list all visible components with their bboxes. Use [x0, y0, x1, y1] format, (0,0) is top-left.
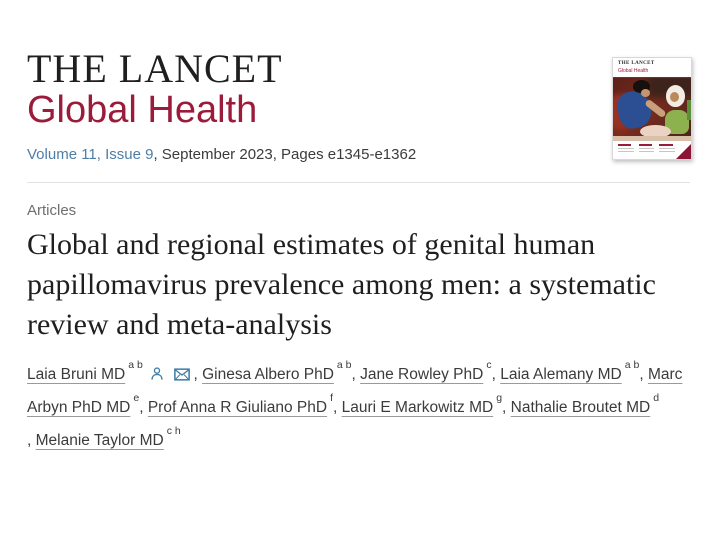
- author-link[interactable]: Melanie Taylor MD: [35, 432, 164, 450]
- cover-header: [613, 58, 691, 75]
- author: [360, 358, 492, 384]
- cover-specialty: Global Health: [618, 67, 649, 74]
- cover-photo-woman-face: [670, 92, 679, 102]
- author: [500, 358, 640, 384]
- journal-masthead: [0, 0, 712, 163]
- author: [147, 392, 333, 417]
- author: [202, 358, 352, 384]
- author-link[interactable]: Laia Alemany MD: [500, 366, 622, 384]
- author-separator: ,: [491, 366, 501, 384]
- cover-footer-column: [639, 144, 655, 159]
- author-separator: ,: [332, 399, 342, 417]
- cover-journal-name: THE LANCET: [618, 61, 655, 66]
- article-header: [0, 183, 712, 455]
- author-separator: ,: [502, 399, 511, 417]
- cover-photo: [613, 78, 691, 141]
- person-icon[interactable]: [150, 366, 164, 381]
- journal-cover-thumbnail[interactable]: [612, 57, 692, 160]
- affiliation-sup: a b: [128, 358, 143, 371]
- affiliation-sup: a b: [336, 358, 352, 371]
- author: [510, 392, 660, 417]
- author-link[interactable]: Marc Arbyn PhD MD: [27, 366, 683, 417]
- author-separator: ,: [639, 366, 648, 384]
- affiliation-sup: g: [496, 392, 503, 405]
- citation-line: [27, 146, 692, 163]
- affiliation-sup: c: [486, 358, 492, 371]
- journal-name[interactable]: THE LANCET: [27, 46, 283, 91]
- author-separator: ,: [193, 366, 203, 384]
- author-separator: ,: [351, 366, 361, 384]
- affiliation-sup: d: [653, 392, 660, 405]
- author-list: [27, 356, 690, 455]
- cover-footer-column: [659, 144, 675, 159]
- article-title: Global and regional estimates of genital human papillomavirus prevalence among men: a systematic review and meta-analysis: [27, 227, 656, 341]
- affiliation-sup: c h: [166, 425, 181, 438]
- section-label: Articles: [27, 201, 77, 219]
- affiliation-sup: f: [330, 392, 333, 405]
- author-link[interactable]: Prof Anna R Giuliano PhD: [147, 399, 328, 417]
- cover-photo-man-face: [641, 89, 650, 97]
- author-link[interactable]: Jane Rowley PhD: [360, 366, 484, 384]
- affiliation-sup: e: [133, 392, 140, 405]
- author-separator: ,: [27, 432, 36, 450]
- cover-photo-background: [687, 100, 691, 120]
- author: [35, 425, 181, 450]
- cover-footer-column: [618, 144, 634, 159]
- author-link[interactable]: Lauri E Markowitz MD: [341, 399, 494, 417]
- author: [27, 358, 143, 384]
- author-separator: ,: [139, 399, 148, 417]
- author-link[interactable]: Nathalie Broutet MD: [510, 399, 651, 417]
- affiliation-sup: a b: [624, 358, 640, 371]
- journal-specialty[interactable]: Global Health: [27, 89, 258, 131]
- volume-issue-link[interactable]: Volume 11, Issue 9: [27, 145, 154, 163]
- author-link[interactable]: Ginesa Albero PhD: [202, 366, 334, 384]
- citation-rest: , September 2023, Pages e1345-e1362: [153, 145, 417, 163]
- author: [341, 392, 503, 417]
- envelope-icon[interactable]: [174, 368, 190, 381]
- author-link[interactable]: Laia Bruni MD: [27, 366, 126, 384]
